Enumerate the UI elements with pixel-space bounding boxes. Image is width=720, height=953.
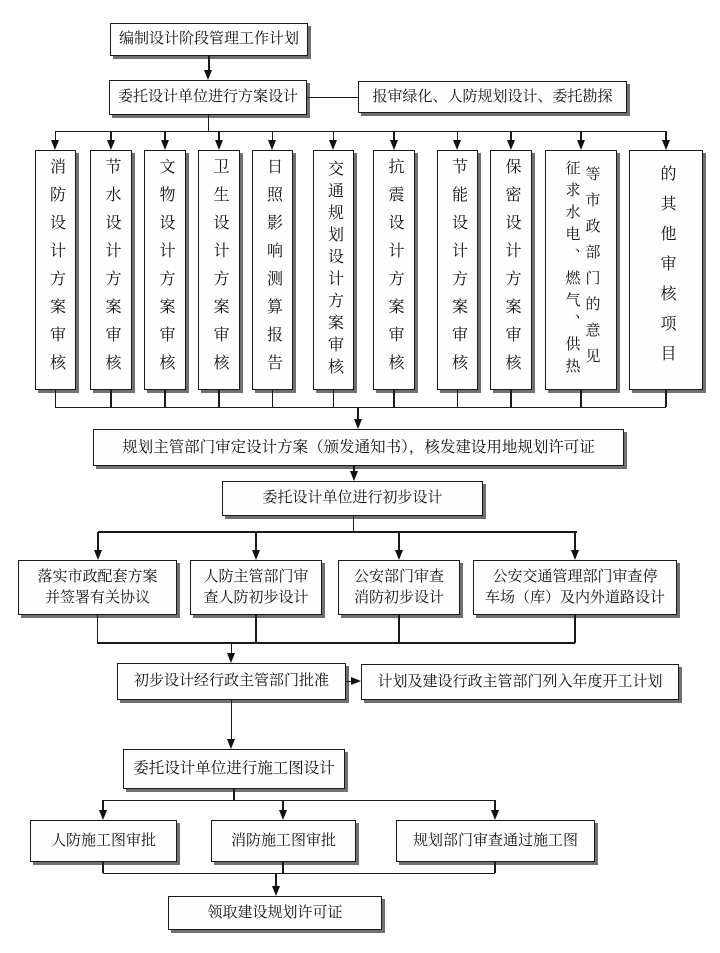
connector [103, 873, 495, 875]
connector [574, 532, 576, 551]
connector [97, 642, 575, 644]
arrow-down-icon [507, 140, 515, 150]
arrow-down-icon [491, 810, 499, 820]
node-planning-drawing-label: 规划部门审查通过施工图 [412, 832, 578, 849]
arrow-down-icon [395, 550, 403, 560]
arrow-down-icon [354, 419, 362, 429]
arrow-down-icon [329, 140, 337, 150]
node-review-water-saving [90, 150, 132, 390]
node-review-health [198, 150, 240, 390]
line: 并签署有关协议 [44, 589, 150, 606]
node-review-energy-label: 节能设计方案审核 [449, 158, 467, 382]
node-police-fire-review [338, 560, 460, 615]
node-scheme-design-label: 委托设计单位进行方案设计 [117, 89, 298, 105]
connector [665, 390, 667, 407]
node-review-other [629, 150, 703, 390]
connector [231, 700, 233, 740]
node-civil-defense-review-label [203, 567, 308, 609]
connector [98, 531, 577, 533]
node-review-other-label: 的其他审核项目 [658, 165, 675, 375]
connector [164, 390, 166, 407]
node-civil-defense-review [190, 560, 322, 615]
node-scheme-design [109, 80, 307, 115]
node-review-energy [437, 150, 478, 390]
node-review-traffic-label: 交通规划设计方案审核 [325, 160, 343, 380]
arrow-down-icon [268, 140, 276, 150]
node-prelim-approved [117, 663, 346, 700]
node-approve-scheme [93, 429, 624, 466]
connector [272, 390, 274, 407]
arrow-right-icon [351, 677, 361, 685]
node-planning-drawing [396, 820, 595, 862]
node-construction-design-label: 委托设计单位进行施工图设计 [133, 760, 335, 778]
arrow-down-icon [227, 653, 235, 663]
node-year-plan [361, 664, 679, 700]
node-municipal-agreement-label [37, 567, 157, 609]
node-plan-label: 编制设计阶段管理工作计划 [118, 31, 299, 47]
arrow-down-icon [215, 140, 223, 150]
node-construction-design [123, 749, 345, 789]
connector [55, 390, 57, 407]
connector [103, 800, 495, 802]
node-review-traffic [313, 150, 354, 390]
node-review-water-saving-label: 节水设计方案审核 [103, 158, 120, 382]
connector [97, 615, 99, 643]
node-review-sunlight [252, 150, 293, 390]
connector [457, 390, 459, 407]
node-review-health-label: 卫生设计方案审核 [211, 158, 228, 382]
arrow-down-icon [279, 810, 287, 820]
node-review-heritage-label: 文物设计方案审核 [157, 158, 174, 382]
connector [55, 131, 666, 133]
connector [333, 390, 335, 407]
line: 公安部门审查 [353, 568, 444, 585]
node-permit-label: 领取建设规划许可证 [207, 904, 343, 921]
arrow-down-icon [51, 140, 59, 150]
node-review-seismic [373, 150, 415, 390]
arrow-down-icon [571, 550, 579, 560]
connector [398, 532, 400, 551]
arrow-down-icon [161, 140, 169, 150]
node-fire-drawing-label: 消防施工图审批 [230, 832, 336, 849]
connector [233, 789, 235, 800]
connector [255, 532, 257, 551]
node-review-municipal-col1: 征求水电、燃气、供热 [563, 160, 580, 380]
line: 公安交通管理部门审查停 [492, 568, 658, 585]
arrow-down-icon [107, 140, 115, 150]
arrow-down-icon [252, 550, 260, 560]
node-review-fire [35, 150, 76, 390]
arrow-down-icon [94, 550, 102, 560]
arrow-down-icon [272, 886, 280, 896]
line: 人防主管部门审 [203, 568, 309, 585]
connector [208, 56, 210, 71]
connector [353, 516, 355, 532]
node-review-municipal [545, 150, 617, 390]
node-review-fire-label: 消防设计方案审核 [47, 158, 65, 382]
node-traffic-police-review [473, 560, 677, 615]
connector [510, 390, 512, 407]
arrow-down-icon [662, 140, 670, 150]
node-review-municipal-col2: 等市政部门的意见 [583, 166, 600, 374]
node-review-secrecy-label: 保密设计方案审核 [503, 158, 520, 382]
line: 查人防初步设计 [203, 589, 309, 606]
arrow-down-icon [390, 140, 398, 150]
arrow-down-icon [350, 471, 358, 481]
connector [275, 873, 277, 887]
connector [218, 390, 220, 407]
node-prelim-design-label: 委托设计单位进行初步设计 [262, 490, 443, 506]
connector [208, 115, 210, 131]
node-prelim-approved-label: 初步设计经行政主管部门批准 [133, 673, 329, 689]
connector [398, 615, 400, 643]
line: 车场（库）及内外道路设计 [484, 589, 665, 606]
arrow-down-icon [204, 70, 212, 80]
node-fire-drawing [211, 820, 356, 862]
connector [110, 390, 112, 407]
arrow-down-icon [227, 739, 235, 749]
node-side-report-label: 报审绿化、人防规划设计、委托勘探 [372, 88, 613, 105]
connector [574, 615, 576, 643]
node-review-seismic-label: 抗震设计方案审核 [386, 158, 403, 382]
connector [97, 532, 99, 551]
node-permit [168, 896, 382, 930]
node-year-plan-label: 计划及建设行政主管部门列入年度开工计划 [377, 673, 663, 690]
node-municipal-agreement [18, 560, 177, 615]
node-police-fire-review-label [354, 567, 444, 609]
node-review-secrecy [490, 150, 532, 390]
connector [102, 862, 104, 873]
connector [55, 407, 666, 409]
line: 落实市政配套方案 [37, 568, 158, 585]
node-approve-scheme-label: 规划主管部门审定设计方案（颁发通知书），核发建设用地规划许可证 [122, 438, 595, 456]
line: 消防初步设计 [353, 589, 444, 606]
node-prelim-design [222, 481, 483, 516]
connector [580, 390, 582, 407]
connector [494, 862, 496, 873]
arrow-down-icon [453, 140, 461, 150]
connector [307, 97, 358, 99]
arrow-down-icon [577, 140, 585, 150]
node-civil-defense-drawing [30, 820, 177, 862]
node-review-heritage [144, 150, 186, 390]
connector [393, 390, 395, 407]
node-side-report [358, 81, 627, 113]
node-traffic-police-review-label [485, 567, 665, 609]
node-plan [110, 23, 308, 56]
connector [282, 862, 284, 873]
arrow-down-icon [99, 810, 107, 820]
node-review-sunlight-label: 日照影响测算报告 [264, 158, 282, 382]
connector [255, 615, 257, 643]
node-civil-defense-drawing-label: 人防施工图审批 [50, 832, 156, 849]
